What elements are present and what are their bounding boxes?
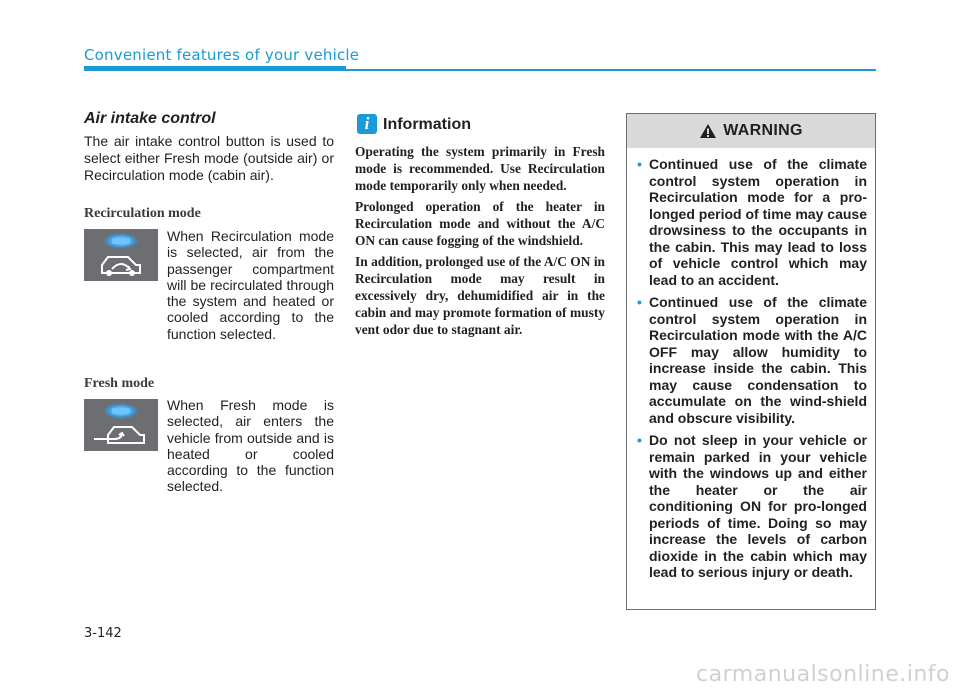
section-header-title: Convenient features of your vehicle — [84, 46, 360, 64]
warning-item-text: Continued use of the climate control system operation in Recirculation mode with the A/C OFF may allow humidity to increase inside the cabin. This may cause condensation to accumulate on the wind-shield and obscure visibility. — [649, 294, 867, 426]
page-number: 3-142 — [84, 626, 122, 641]
information-paragraph: Prolonged operation of the heater in Recirculation mode and without the A/C ON can cause fogging of the windshield. — [355, 199, 605, 248]
warning-item — [637, 294, 867, 426]
warning-item-text: Do not sleep in your vehicle or remain parked in your vehicle with the windows up and either the heater or the air conditioning ON for pro-longed periods of time. Doing so may increase the levels of carbon dioxide in the cabin which may lead to serious injury or death. — [649, 432, 867, 580]
warning-list — [627, 148, 875, 581]
recirculation-mode-title: Recirculation mode — [84, 206, 201, 221]
watermark: carmanualsonline.info — [696, 662, 950, 687]
warning-item — [637, 432, 867, 581]
fresh-mode-title: Fresh mode — [84, 376, 155, 391]
bullet-icon: • — [637, 432, 642, 448]
information-title: Information — [383, 116, 471, 133]
header-rule-thin — [346, 69, 876, 71]
air-intake-title: Air intake control — [84, 110, 216, 127]
warning-box — [626, 113, 876, 610]
bullet-icon: • — [637, 156, 642, 172]
warning-header — [627, 114, 875, 148]
recirculation-mode-icon — [84, 229, 158, 281]
warning-title: WARNING — [723, 122, 803, 139]
warning-triangle-icon — [699, 123, 717, 139]
air-intake-intro: The air intake control button is used to select either Fresh mode (outside air) or Recirculation mode (cabin air). — [84, 133, 334, 183]
warning-item — [637, 156, 867, 288]
information-paragraph: Operating the system primarily in Fresh mode is recommended. Use Recirculation mode temporarily only when needed. — [355, 144, 605, 193]
fresh-mode-icon — [84, 399, 158, 451]
information-body — [355, 143, 605, 342]
info-icon: i — [357, 114, 377, 134]
bullet-icon: • — [637, 294, 642, 310]
warning-item-text: Continued use of the climate control system operation in Recirculation mode for a pro-longed period of time may cause drowsiness to the occupants in the cabin. This may lead to loss of vehicle control which may lead to an accident. — [649, 156, 867, 288]
information-paragraph: In addition, prolonged use of the A/C ON in Recirculation mode may result in excessively dry, dehumidified air in the cabin and may promote formation of musty vent odor due to stagnant air. — [355, 254, 605, 337]
recirculation-mode-text: When Recirculation mode is selected, air from the passenger compartment will be recirculated through the system and heated or cooled according to the function selected. — [167, 228, 334, 342]
fresh-mode-text: When Fresh mode is selected, air enters the vehicle from outside and is heated or cooled according to the function selected. — [167, 397, 334, 495]
header-rule-thick — [84, 66, 346, 71]
